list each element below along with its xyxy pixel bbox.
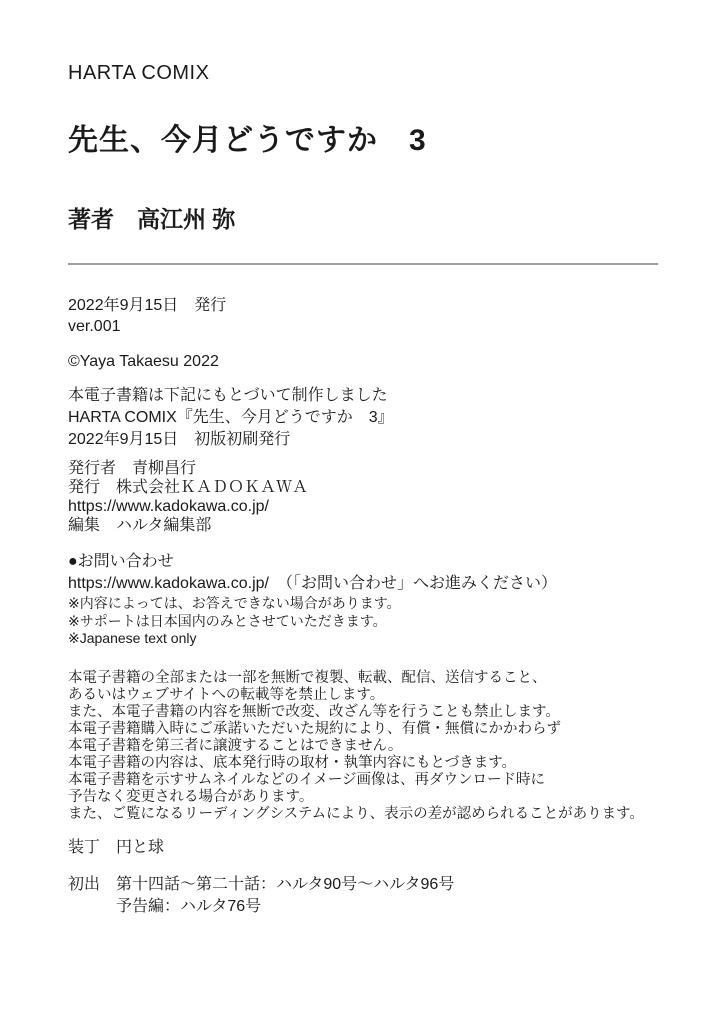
edition-block: [68, 295, 658, 372]
contact-url: https://www.kadokawa.co.jp/ （「お問い合わせ」へお進みください）: [68, 575, 557, 592]
first-publication-line: 初出 第十四話〜第二十話：ハルタ90号〜ハルタ96号: [68, 875, 455, 893]
design-credit-line: 装丁 円と球: [68, 838, 165, 856]
publisher-block: [68, 459, 658, 535]
contact-note: ※サポートは日本国内のみとさせていただきます。: [68, 612, 387, 629]
legal-notice-block: [68, 670, 658, 823]
legal-line: あるいはウェブサイトへの転載等を禁止します。: [68, 686, 385, 703]
first-publication-block: [68, 874, 658, 918]
legal-line: 予告なく変更される場合があります。: [68, 788, 314, 805]
publisher-person-line: 発行者 青柳昌行: [68, 460, 197, 477]
contact-note: ※内容によっては、お答えできない場合があります。: [68, 595, 401, 611]
editor-line: 編集 ハルタ編集部: [68, 517, 212, 534]
first-publication-line: 予告編：ハルタ76号: [68, 897, 262, 915]
source-title-line: HARTA COMIX『先生、今月どうですか 3』: [68, 409, 394, 426]
issue-date-line: 2022年9月15日 発行: [68, 297, 227, 314]
publisher-company-line: 発行 株式会社ＫＡＤＯＫＡＷＡ: [68, 479, 309, 496]
contact-block: [68, 551, 658, 648]
book-title: 先生、今月どうですか 3: [68, 124, 427, 157]
publisher-url: https://www.kadokawa.co.jp/: [68, 498, 269, 515]
legal-line: 本電子書籍を第三者に譲渡することはできません。: [68, 737, 403, 754]
legal-line: 本電子書籍を示すサムネイルなどのイメージ画像は、再ダウンロード時に: [68, 771, 546, 788]
source-note-line: 本電子書籍は下記にもとづいて制作しました: [68, 387, 388, 404]
legal-line: 本電子書籍の内容は、底本発行時の取材・執筆内容にもとづきます。: [68, 754, 517, 771]
contact-note: ※Japanese text only: [68, 630, 197, 646]
author-line: 著者 高江州 弥: [68, 206, 236, 232]
contact-heading: ●お問い合わせ: [68, 553, 174, 570]
legal-line: また、本電子書籍の内容を無断で改変、改ざん等を行うことも禁止します。: [68, 703, 560, 720]
source-edition-block: [68, 385, 658, 451]
legal-line: 本電子書籍購入時にご承諾いただいた規約により、有償・無償にかかわらず: [68, 720, 561, 737]
legal-line: 本電子書籍の全部または一部を無断で複製、転載、配信、送信すること、: [68, 669, 547, 686]
copyright-line: ©Yaya Takaesu 2022: [68, 353, 219, 370]
source-date-line: 2022年9月15日 初版初刷発行: [68, 431, 291, 448]
divider-rule: [68, 263, 658, 265]
imprint-label: HARTA COMIX: [68, 62, 210, 84]
version-line: ver.001: [68, 318, 121, 335]
legal-line: また、ご覧になるリーディングシステムにより、表示の差が認められることがあります。: [68, 805, 644, 822]
